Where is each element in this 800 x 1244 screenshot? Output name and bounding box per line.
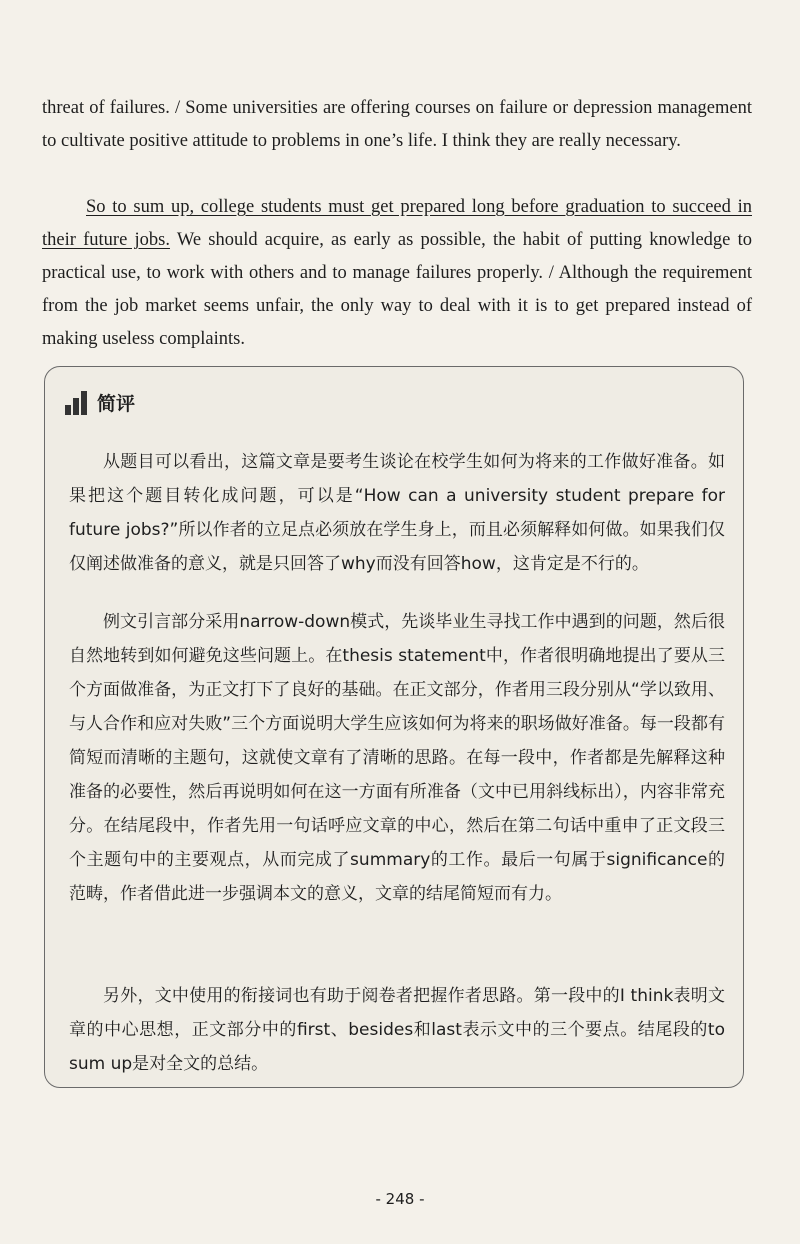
body-paragraph: threat of failures. / Some universities are offering courses on failure or depression management to cultivate positive attitude to problems in one’s life. I think they are really necessary. xyxy=(42,98,752,151)
page-number: - 248 - xyxy=(375,1190,425,1208)
conclusion-rest: We should acquire, as early as possible, the habit of putting knowledge to practical use, to work with others and to manage failures properly. / Although the requirement from the job market seems unfair, the only way to deal with it is to get prepared instead of making useless complaints. xyxy=(42,230,752,349)
review-paragraph-3: 另外，文中使用的衔接词也有助于阅卷者把握作者思路。第一段中的I think表明文章的中心思想，正文部分中的first、besides和last表示文中的三个要点。结尾段的to sum up是对全文的总结。 xyxy=(69,986,725,1074)
review-paragraph-1: 从题目可以看出，这篇文章是要考生谈论在校学生如何为将来的工作做好准备。如果把这个题目转化成问题，可以是“How can a university student prepare for future jobs?”所以作者的立足点必须放在学生身上，而且必须解释如何做。如果我们仅仅阐述做准备的意义，就是只回答了why而没有回答how，这肯定是不行的。 xyxy=(69,452,725,574)
review-header xyxy=(65,391,135,415)
review-paragraph-2: 例文引言部分采用narrow-down模式，先谈毕业生寻找工作中遇到的问题，然后很自然地转到如何避免这些问题上。在thesis statement中，作者很明确地提出了要从三个方面做准备，为正文打下了良好的基础。在正文部分，作者用三段分别从“学以致用、与人合作和应对失败”三个方面说明大学生应该如何为将来的职场做好准备。每一段都有简短而清晰的主题句，这就使文章有了清晰的思路。在每一段中，作者都是先解释这种准备的必要性，然后再说明如何在这一方面有所准备（文中已用斜线标出），内容非常充分。在结尾段中，作者先用一句话呼应文章的中心，然后在第二句话中重申了正文段三个主题句中的主要观点，从而完成了summary的工作。最后一句属于significance的范畴，作者借此进一步强调本文的意义，文章的结尾简短而有力。 xyxy=(69,612,725,904)
conclusion-paragraph xyxy=(42,191,752,356)
underlined-thesis: So to sum up, college students must get prepared long before graduation to succeed in their future jobs. xyxy=(42,197,752,250)
bar-chart-icon xyxy=(65,391,89,415)
review-box xyxy=(44,366,744,1088)
review-title: 简评 xyxy=(97,393,136,415)
